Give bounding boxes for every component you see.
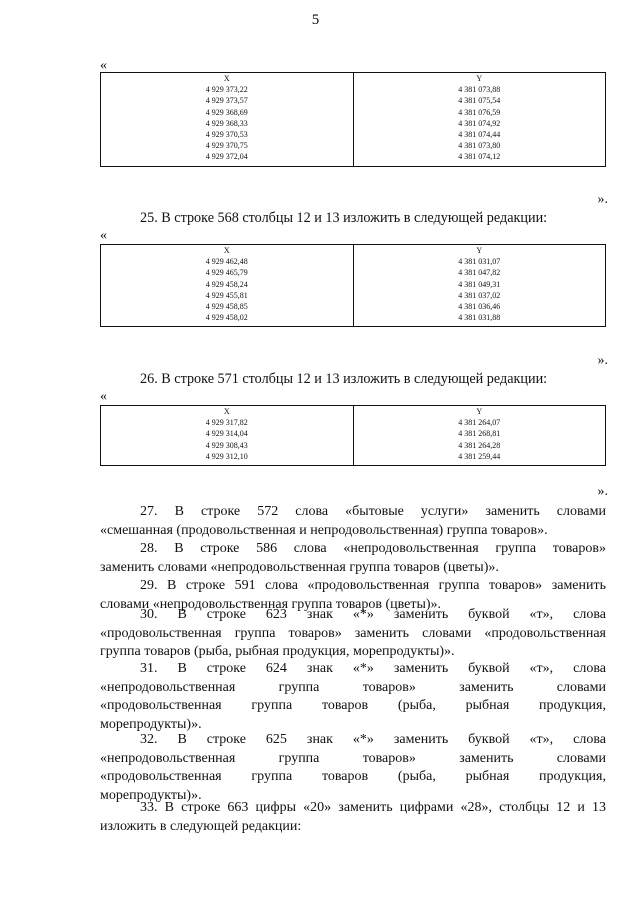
x-values-cell: [101, 417, 354, 465]
amendment-paragraph: [100, 660, 606, 734]
coordinates-table: [100, 72, 606, 167]
open-quote: «: [100, 228, 107, 243]
paragraph-line: 29. В строке 591 слова «продовольственная группа товаров» заменить: [140, 578, 606, 593]
amendment-paragraph: [100, 799, 606, 836]
coordinate-value: 4 381 074,44: [458, 130, 501, 140]
paragraph-line: морепродукты)».: [100, 716, 202, 732]
y-values-cell: [353, 417, 606, 465]
coordinate-value: 4 929 368,69: [205, 107, 248, 117]
coordinate-value: 4 381 259,44: [458, 451, 501, 461]
coordinate-value: 4 929 462,48: [205, 257, 248, 267]
amendment-paragraph: [100, 540, 606, 577]
coordinate-value: 4 929 458,24: [205, 279, 248, 289]
y-values-cell: [353, 256, 606, 327]
coordinate-value: 4 929 308,43: [205, 440, 248, 450]
coordinate-value: 4 929 458,02: [205, 313, 248, 323]
coordinate-value: 4 929 373,22: [205, 85, 248, 95]
coordinate-value: 4 381 075,54: [458, 96, 501, 106]
paragraph-line: 33. В строке 663 цифры «20» заменить цифрами «28», столбцы 12 и 13: [140, 800, 606, 815]
paragraph-line: 32. В строке 625 знак «*» заменить буквой «т», слова: [140, 732, 606, 747]
paragraph-line: 31. В строке 624 знак «*» заменить буквой «т», слова: [140, 661, 606, 676]
x-values-cell: [101, 256, 354, 327]
coordinate-value: 4 929 370,53: [205, 130, 248, 140]
column-header-x: X: [101, 245, 354, 257]
coordinate-value: 4 381 036,46: [458, 302, 501, 312]
paragraph-line: «продовольственная группа товаров (рыба, рыбная продукция,: [100, 698, 606, 714]
coordinate-value: 4 381 268,81: [458, 429, 501, 439]
column-header-x: X: [101, 406, 354, 418]
coordinate-value: 4 929 458,85: [205, 302, 248, 312]
close-quote: ».: [597, 484, 608, 499]
paragraph-line: группа товаров (рыба, рыбная продукция, морепродукты)».: [100, 644, 455, 660]
coordinate-value: 4 381 037,02: [458, 290, 501, 300]
coordinate-value: 4 381 264,07: [458, 418, 501, 428]
coordinate-value: 4 381 076,59: [458, 107, 501, 117]
coordinate-value: 4 381 074,12: [458, 152, 501, 162]
paragraph-line: «непродовольственная группа товаров» заменить словами: [100, 679, 606, 695]
coordinate-value: 4 929 465,79: [205, 268, 248, 278]
page-number: 5: [311, 12, 320, 28]
coordinate-value: 4 381 031,07: [458, 257, 501, 267]
paragraph-line: «смешанная (продовольственная и непродовольственная) группа товаров».: [100, 522, 548, 538]
coordinate-value: 4 929 314,04: [205, 429, 248, 439]
coordinate-value: 4 929 317,82: [205, 418, 248, 428]
coordinate-value: 4 381 031,88: [458, 313, 501, 323]
paragraph-line: 27. В строке 572 слова «бытовые услуги» заменить словами: [140, 504, 606, 519]
column-header-y: Y: [353, 245, 606, 257]
paragraph-line: изложить в следующей редакции:: [100, 818, 302, 834]
column-header-x: X: [101, 73, 354, 85]
open-quote: «: [100, 58, 107, 73]
y-values-cell: [353, 84, 606, 166]
coordinate-value: 4 929 455,81: [205, 290, 248, 300]
coordinate-value: 4 929 372,04: [205, 152, 248, 162]
amendment-paragraph: [100, 731, 606, 805]
coordinate-value: 4 929 368,33: [205, 118, 248, 128]
paragraph-line: «продовольственная группа товаров» заменить словами «продовольственная: [100, 625, 606, 641]
coordinates-table: [100, 244, 606, 327]
paragraph-line: «непродовольственная группа товаров» заменить словами: [100, 750, 606, 766]
open-quote: «: [100, 389, 107, 404]
amendment-paragraph: [100, 503, 606, 540]
coordinate-value: 4 929 373,57: [205, 96, 248, 106]
paragraph-line: 28. В строке 586 слова «непродовольственная группа товаров»: [140, 541, 606, 556]
item-heading: 26. В строке 571 столбцы 12 и 13 изложить в следующей редакции:: [140, 371, 548, 387]
coordinate-value: 4 381 073,80: [458, 141, 501, 151]
coordinates-table: [100, 405, 606, 466]
coordinate-value: 4 381 074,92: [458, 118, 501, 128]
coordinate-value: 4 929 312,10: [205, 451, 248, 461]
close-quote: ».: [597, 192, 608, 207]
column-header-y: Y: [353, 73, 606, 85]
x-values-cell: [101, 84, 354, 166]
coordinate-value: 4 381 049,31: [458, 279, 501, 289]
paragraph-line: словами «непродовольственная группа товаров (цветы)».: [100, 596, 442, 612]
paragraph-line: «продовольственная группа товаров (рыба, рыбная продукция,: [100, 769, 606, 785]
paragraph-line: заменить словами «непродовольственная группа товаров (цветы)».: [100, 559, 499, 575]
column-header-y: Y: [353, 406, 606, 418]
paragraph-line: морепродукты)».: [100, 787, 202, 803]
coordinate-value: 4 381 047,82: [458, 268, 501, 278]
paragraph-line: 30. В строке 623 знак «*» заменить буквой «т», слова: [140, 607, 606, 622]
amendment-paragraph: [100, 606, 606, 662]
coordinate-value: 4 381 264,28: [458, 440, 501, 450]
item-heading: 25. В строке 568 столбцы 12 и 13 изложить в следующей редакции:: [140, 210, 548, 226]
close-quote: ».: [597, 353, 608, 368]
coordinate-value: 4 381 073,88: [458, 85, 501, 95]
coordinate-value: 4 929 370,75: [205, 141, 248, 151]
